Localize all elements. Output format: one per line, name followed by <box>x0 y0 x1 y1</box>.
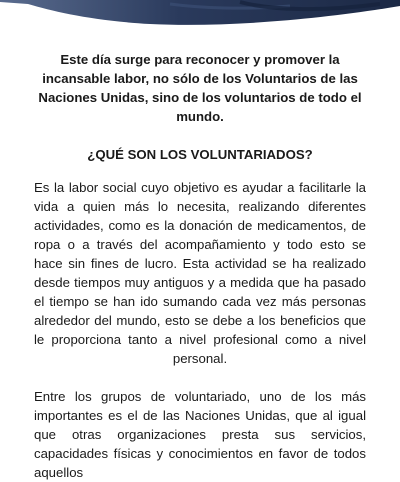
document-body <box>34 50 366 482</box>
paragraph-united-nations: Entre los grupos de voluntariado, uno de los más importantes es el de las Naciones Unidas, que al igual que otras organizaciones presta sus servicios, capacidades físicas y conocimientos en favor de todos aquellos <box>34 389 366 480</box>
paragraph-volunteering-definition: Es la labor social cuyo objetivo es ayudar a facilitarle la vida a quien más lo necesita, realizando diferentes actividades, como es la donación de medicamentos, de ropa o a través del acompañamiento y todo esto se hace sin fines de lucro. Esta actividad se ha realizado desde tiempos muy antiguos y a medida que ha pasado el tiempo se han ido sumando cada vez más personas alrededor del mundo, esto se debe a los beneficios que le proporciona tanto a nivel profesional como a nivel personal. <box>34 180 366 366</box>
intro-text: Este día surge para reconocer y promover la incansable labor, no sólo de los Voluntarios de las Naciones Unidas, sino de los voluntarios de todo el mundo. <box>38 52 362 124</box>
header-banner-image <box>0 0 400 32</box>
section-heading: ¿QUÉ SON LOS VOLUNTARIADOS? <box>87 147 313 162</box>
